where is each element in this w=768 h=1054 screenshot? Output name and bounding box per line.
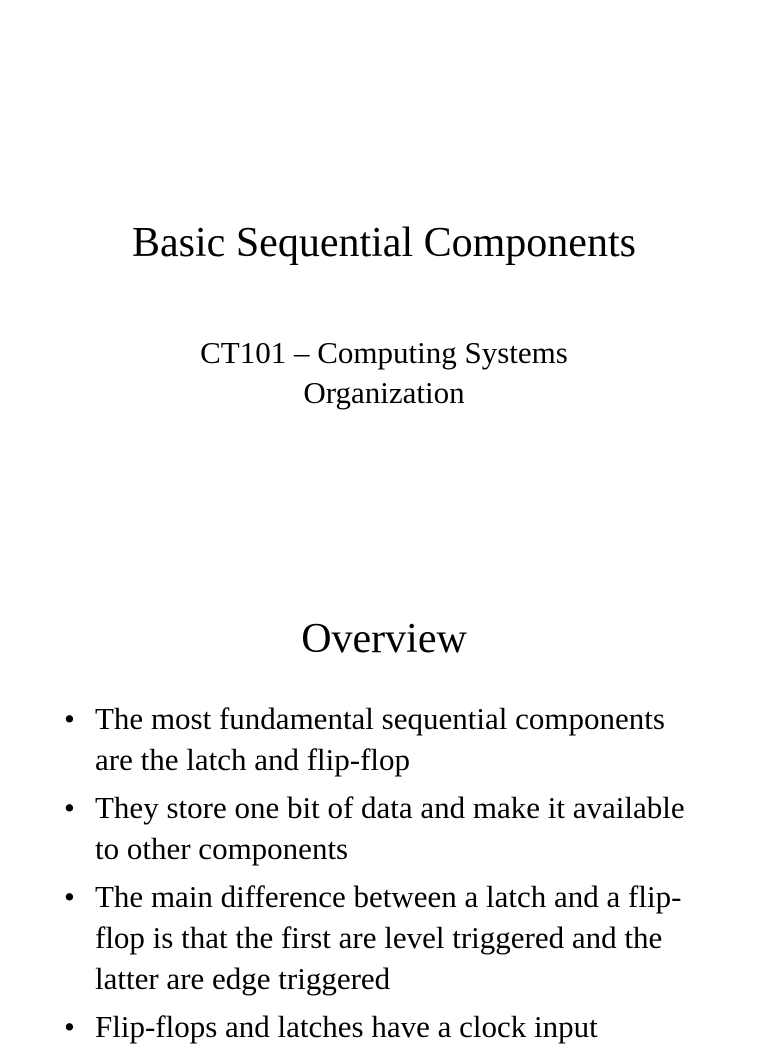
bullet-item (56, 698, 696, 780)
bullet-dot-icon: • (64, 701, 75, 736)
bullet-list (56, 698, 696, 1054)
slide-title: Basic Sequential Components (132, 220, 636, 266)
subtitle-line-course: CT101 – Computing Systems (200, 335, 568, 370)
bullet-item (56, 876, 696, 999)
overview-title: Overview (301, 616, 467, 662)
bullet-item (56, 787, 696, 869)
bullet-dot-icon: • (64, 1009, 75, 1044)
bullet-text: The main difference between a latch and a flip-flop is that the first are level triggered and the latter are edge triggered (95, 879, 682, 996)
bullet-dot-icon: • (64, 879, 75, 914)
overview-slide (0, 560, 768, 1044)
bullet-text: They store one bit of data and make it available to other components (95, 790, 685, 866)
bullet-text: Flip-flops and latches have a clock input (95, 1009, 598, 1044)
bullet-dot-icon: • (64, 790, 75, 825)
subtitle-line-topic: Organization (303, 375, 465, 410)
bullet-item (56, 1006, 696, 1047)
slide-subtitle (0, 333, 768, 413)
bullet-text: The most fundamental sequential components are the latch and flip-flop (95, 701, 665, 777)
